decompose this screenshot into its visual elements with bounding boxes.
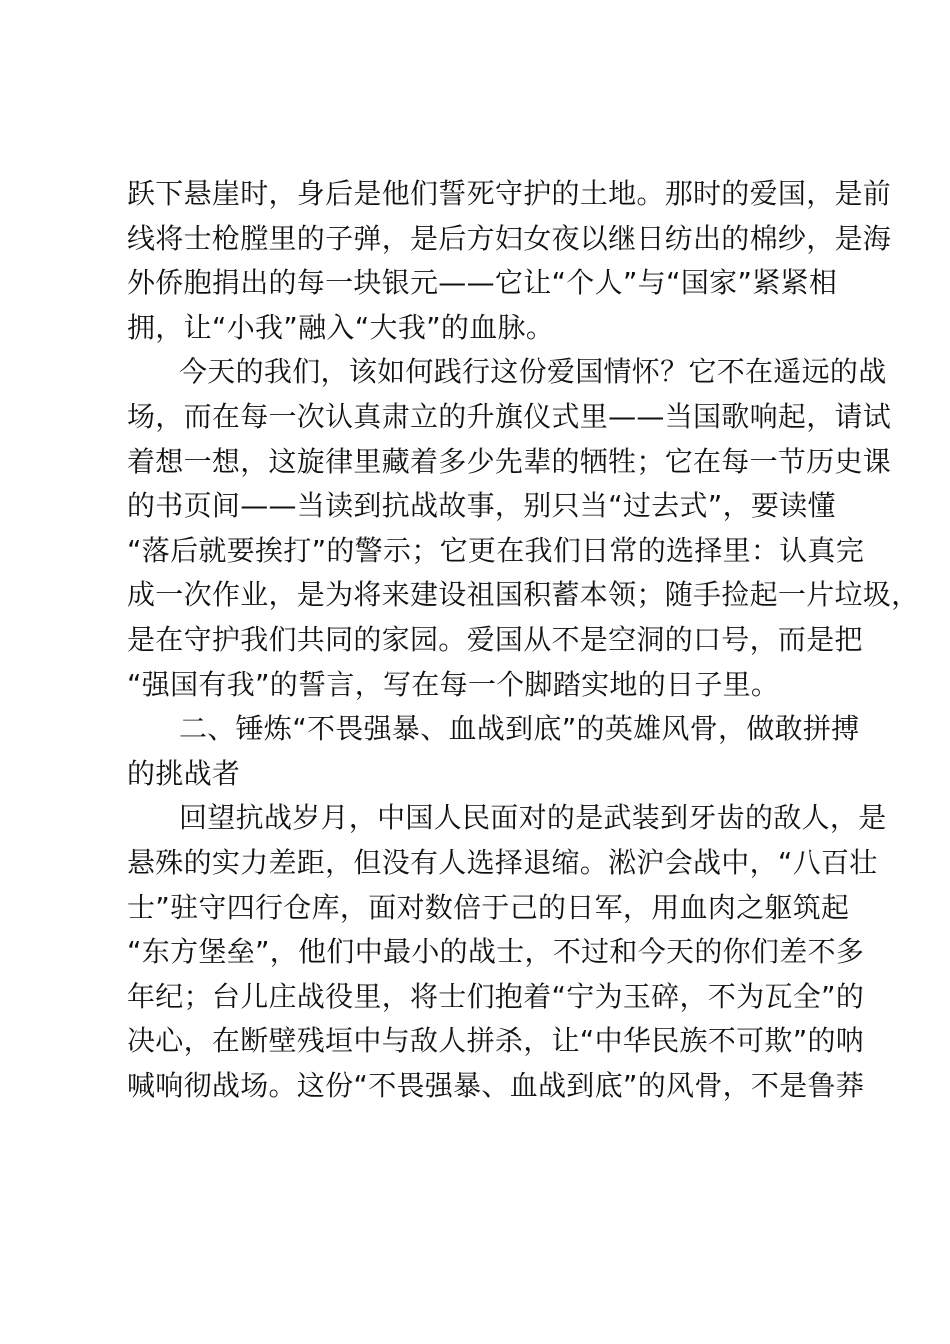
text-line: 拥，让“小我”融入“大我”的血脉。	[127, 310, 555, 344]
text-line: 外侨胞捐出的每一块银元——它让“个人”与“国家”紧紧相	[127, 266, 838, 300]
text-line: 跃下悬崖时，身后是他们誓死守护的土地。那时的爱国，是前	[127, 177, 892, 210]
text-line: “东方堡垒”，他们中最小的战士，不过和今天的你们差不多	[127, 935, 865, 969]
text-line: 士”驻守四行仓库，面对数倍于己的日军，用血肉之躯筑起	[127, 890, 850, 924]
text-line: 回望抗战岁月，中国人民面对的是武装到牙齿的敌人，是	[179, 801, 887, 835]
text-line: “强国有我”的誓言，写在每一个脚踏实地的日子里。	[127, 667, 780, 701]
text-line: “落后就要挨打”的警示；它更在我们日常的选择里：认真完	[127, 533, 865, 567]
text-line: 喊响彻战场。这份“不畏强暴、血战到底”的风骨，不是鲁莽	[127, 1068, 865, 1102]
text-line: 成一次作业，是为将来建设祖国积蓄本领；随手捡起一片垃圾，	[127, 578, 920, 612]
text-line: 着想一想，这旋律里藏着多少先辈的牺牲；它在每一节历史课	[127, 444, 892, 478]
section-heading-continued: 的挑战者	[127, 756, 241, 790]
text-line: 的书页间——当读到抗战故事，别只当“过去式”，要读懂	[127, 489, 836, 523]
text-line: 决心，在断壁残垣中与敌人拼杀，让“中华民族不可欺”的呐	[127, 1024, 865, 1058]
text-line: 线将士枪膛里的子弹，是后方妇女夜以继日纺出的棉纱，是海	[127, 221, 892, 255]
body-text	[127, 172, 920, 1108]
text-line: 是在守护我们共同的家园。爱国从不是空洞的口号，而是把	[127, 622, 863, 656]
text-line: 悬殊的实力差距，但没有人选择退缩。淞沪会战中，“八百壮	[127, 845, 878, 879]
text-line: 今天的我们，该如何践行这份爱国情怀？它不在遥远的战	[179, 355, 887, 389]
text-line: 年纪；台儿庄战役里，将士们抱着“宁为玉碎，不为瓦全”的	[127, 979, 865, 1013]
text-line: 场，而在每一次认真肃立的升旗仪式里——当国歌响起，请试	[127, 399, 892, 433]
section-heading: 二、锤炼“不畏强暴、血战到底”的英雄风骨，做敢拼搏	[179, 712, 860, 746]
